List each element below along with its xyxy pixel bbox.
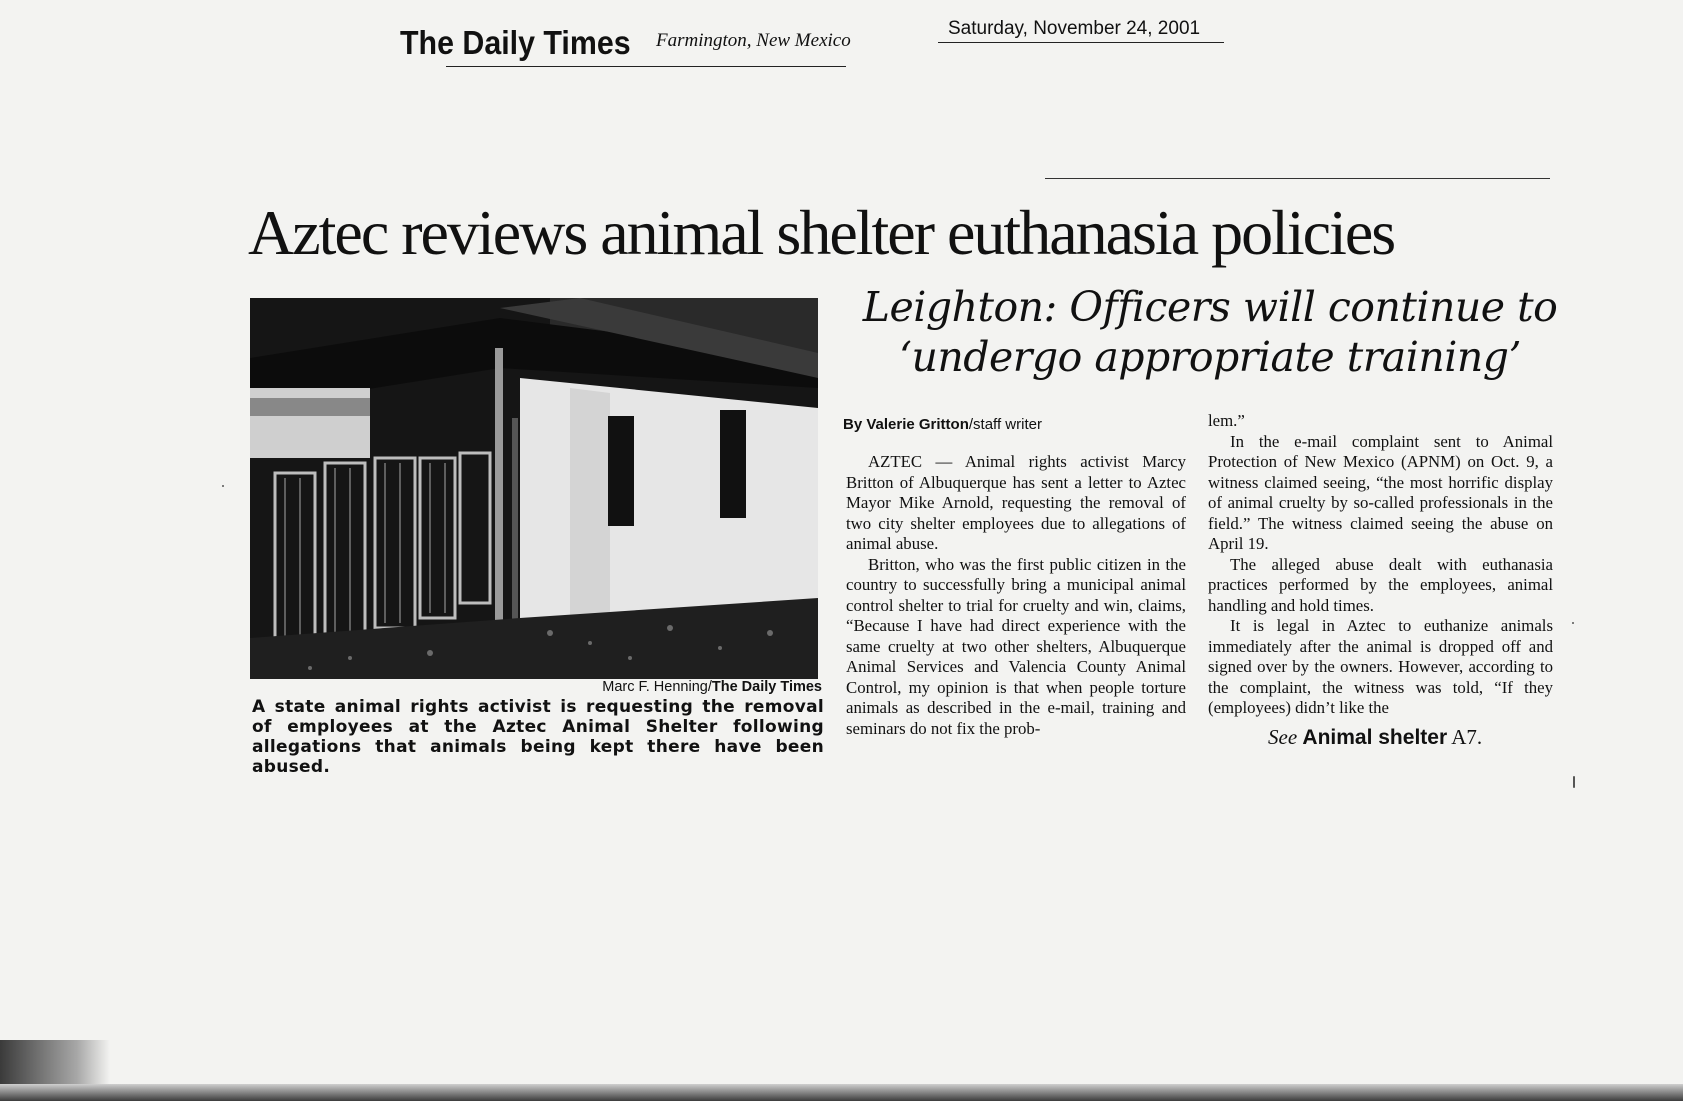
article-column-2 (1208, 411, 1553, 719)
masthead-rule (446, 66, 846, 67)
headline: Aztec reviews animal shelter euthanasia policies (248, 197, 1395, 268)
scan-shadow-bottom (0, 1084, 1683, 1101)
paragraph: lem.” (1208, 411, 1245, 430)
paper-location: Farmington, New Mexico (656, 30, 851, 51)
photo-credit (480, 679, 822, 695)
masthead (400, 22, 870, 70)
scan-speck (1573, 776, 1575, 788)
photo-credit-name: Marc F. Henning/ (602, 679, 712, 695)
byline-role: /staff writer (968, 416, 1042, 433)
jump-see: See (1268, 725, 1298, 749)
section-rule (1045, 178, 1550, 179)
shelter-building-image (250, 298, 818, 679)
paper-name: The Daily Times (400, 24, 631, 61)
continued-jump-line (1268, 725, 1482, 750)
byline (843, 416, 1042, 433)
scan-speck (1572, 622, 1574, 624)
issue-date: Saturday, November 24, 2001 (948, 18, 1201, 39)
paragraph: AZTEC — Animal rights activist Marcy Britton of Albuquerque has sent a letter to Aztec Mayor Mike Arnold, requesting the removal of two city shelter employees due to allegations of animal abuse. (846, 452, 1186, 553)
shelter-photo (250, 298, 818, 679)
article-column-1 (846, 452, 1186, 739)
paragraph: The alleged abuse dealt with euthanasia practices performed by the employees, animal handling and hold times. (1208, 554, 1553, 615)
jump-page: A7. (1451, 725, 1483, 749)
scan-speck (222, 485, 224, 487)
photo-credit-paper: The Daily Times (711, 679, 822, 695)
paragraph: In the e-mail complaint sent to Animal Protection of New Mexico (APNM) on Oct. 9, a witness claimed seeing, “the most horrific display of animal cruelty by so-called professionals in the field.” The witness claimed seeing the abuse on April 19. (1208, 431, 1553, 553)
date-rule (938, 42, 1224, 43)
paragraph: Britton, who was the first public citizen in the country to successfully bring a municipal animal control shelter to trial for cruelty and win, claims, “Because I have had direct experience with the same cruelty at two other shelters, Albuquerque Animal Services and Valencia County Animal Control, my opinion is that when people torture animals as described in the e-mail, training and seminars do not fix the prob- (846, 554, 1186, 738)
byline-name: By Valerie Gritton (843, 416, 969, 433)
subhead: Leighton: Officers will continue to ‘undergo appropriate training’ (862, 283, 1558, 381)
photo-caption: A state animal rights activist is requesting the removal of employees at the Aztec Animal Shelter following allegations that animals being kept there have been abused. (252, 697, 824, 777)
jump-slug: Animal shelter (1302, 726, 1448, 749)
paragraph: It is legal in Aztec to euthanize animals immediately after the animal is dropped off and signed over by the owners. However, according to the complaint, the witness was told, “If they (employees) didn’t like the (1208, 616, 1553, 717)
